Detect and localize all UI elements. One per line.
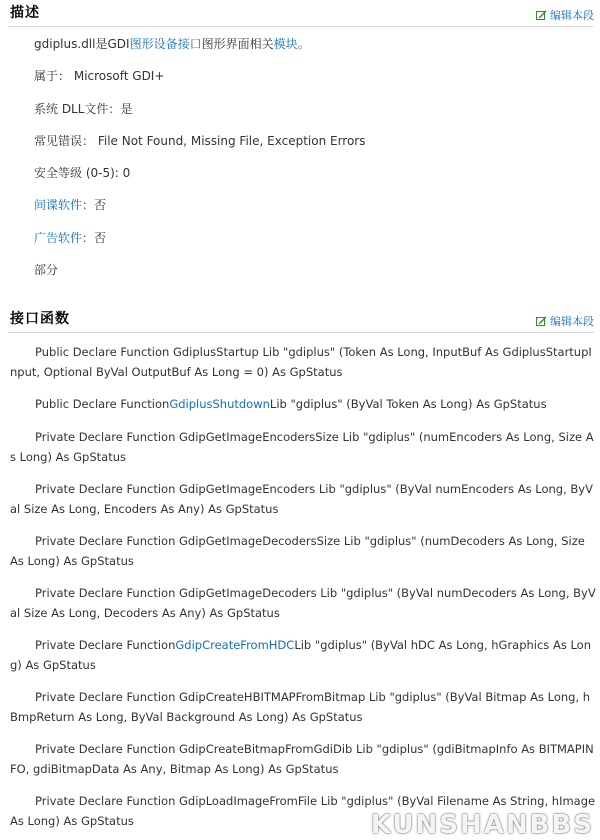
description-row-spyware — [34, 195, 594, 227]
function-declaration-create-from-hdc — [10, 635, 596, 675]
summary-text-middle: 图形界面相关 — [201, 37, 274, 51]
belongs-to-label: 属于： — [34, 69, 71, 84]
edit-section-label: 编辑本段 — [550, 9, 594, 22]
function-declaration-gdiplus-shutdown — [10, 394, 596, 414]
description-row-common-errors — [34, 131, 594, 163]
common-errors-label: 常见错误： — [34, 133, 95, 148]
gdiplus-shutdown-link[interactable]: GdiplusShutdown — [169, 397, 270, 411]
description-row-adware — [34, 228, 594, 260]
section-title-description: 描述 — [10, 5, 40, 21]
edit-pencil-icon — [536, 316, 547, 326]
function-declaration-create-bitmap-from-gdidib: Private Declare Function GdipCreateBitmapFromGdiDib Lib "gdiplus" (gdiBitmapInfo As BITMAPINFO, gdiBitmapData As Any, Bitmap As Long) As GpStatus — [10, 742, 594, 776]
function-declaration-get-image-decoders-size: Private Declare Function GdipGetImageDecodersSize Lib "gdiplus" (numDecoders As Long, Size As Long) As GpStatus — [10, 534, 585, 568]
function-declaration-get-image-encoders: Private Declare Function GdipGetImageEncoders Lib "gdiplus" (ByVal numEncoders As Long, ByVal Size As Long, Encoders As Any) As GpStatus — [10, 482, 593, 516]
security-level-value: 0 — [122, 166, 131, 181]
declaration-prefix: Public Declare Function — [35, 397, 170, 411]
common-errors-value: File Not Found, Missing File, Exception Errors — [97, 133, 366, 148]
description-row-system-dll — [34, 99, 594, 131]
security-level-label: 安全等级 (0-5): — [34, 166, 119, 181]
gdi-link[interactable]: 图形设备接口 — [129, 37, 202, 51]
site-watermark: KUNSHANBBS — [370, 810, 594, 840]
declaration-prefix: Private Declare Function — [35, 638, 176, 652]
function-declaration-load-image-from-file: Private Declare Function GdipLoadImageFromFile Lib "gdiplus" (ByVal Filename As String, hImage As Long) As GpStatus — [10, 794, 596, 828]
edit-section-functions-link[interactable] — [536, 313, 594, 329]
description-list — [34, 34, 594, 292]
description-row-summary — [34, 34, 594, 66]
section-header-interface-functions — [8, 306, 594, 333]
description-row-belongs-to — [34, 66, 594, 98]
declaration-suffix: Lib "gdiplus" (ByVal hDC As Long, hGraphics As Long) As GpStatus — [10, 638, 591, 672]
function-declaration-create-hbitmap-from-bitmap: Private Declare Function GdipCreateHBITMAPFromBitmap Lib "gdiplus" (ByVal Bitmap As Long, hBmpReturn As Long, ByVal Background As Long) As GpStatus — [10, 690, 591, 724]
adware-value: ：否 — [82, 230, 107, 245]
edit-section-description-link[interactable] — [536, 7, 594, 23]
belongs-to-value: Microsoft GDI+ — [73, 69, 165, 84]
edit-pencil-icon — [536, 10, 547, 20]
declaration-suffix: Lib "gdiplus" (ByVal Token As Long) As GpStatus — [269, 397, 547, 411]
adware-link[interactable]: 广告软件 — [34, 230, 83, 245]
function-declaration-get-image-encoders-size: Private Declare Function GdipGetImageEncodersSize Lib "gdiplus" (numEncoders As Long, Size As Long) As GpStatus — [10, 430, 594, 464]
section-title-interface-functions: 接口函数 — [10, 311, 70, 327]
spyware-link[interactable]: 间谍软件 — [34, 198, 83, 213]
system-dll-value: 是 — [120, 101, 133, 116]
module-link[interactable]: 模块 — [273, 37, 298, 51]
spyware-value: ：否 — [82, 198, 107, 213]
description-row-security-level — [34, 163, 594, 195]
edit-section-label: 编辑本段 — [550, 315, 594, 328]
function-declaration-gdiplus-startup: Public Declare Function GdiplusStartup Lib "gdiplus" (Token As Long, InputBuf As GdiplusStartupInput, Optional ByVal OutputBuf As Long = 0) As GpStatus — [10, 345, 592, 379]
summary-text-start: gdiplus.dll是GDI — [34, 37, 130, 51]
summary-text-end: 。 — [297, 37, 310, 51]
gdip-create-from-hdc-link[interactable]: GdipCreateFromHDC — [175, 638, 295, 652]
function-declaration-get-image-decoders: Private Declare Function GdipGetImageDecoders Lib "gdiplus" (ByVal numDecoders As Long, ByVal Size As Long, Decoders As Any) As GpStatus — [10, 586, 596, 620]
part-text: 部分 — [34, 263, 59, 278]
section-header-description — [8, 0, 594, 27]
description-row-part — [34, 260, 594, 292]
system-dll-label: 系统 DLL文件： — [34, 101, 121, 116]
function-declaration-list — [10, 342, 596, 840]
